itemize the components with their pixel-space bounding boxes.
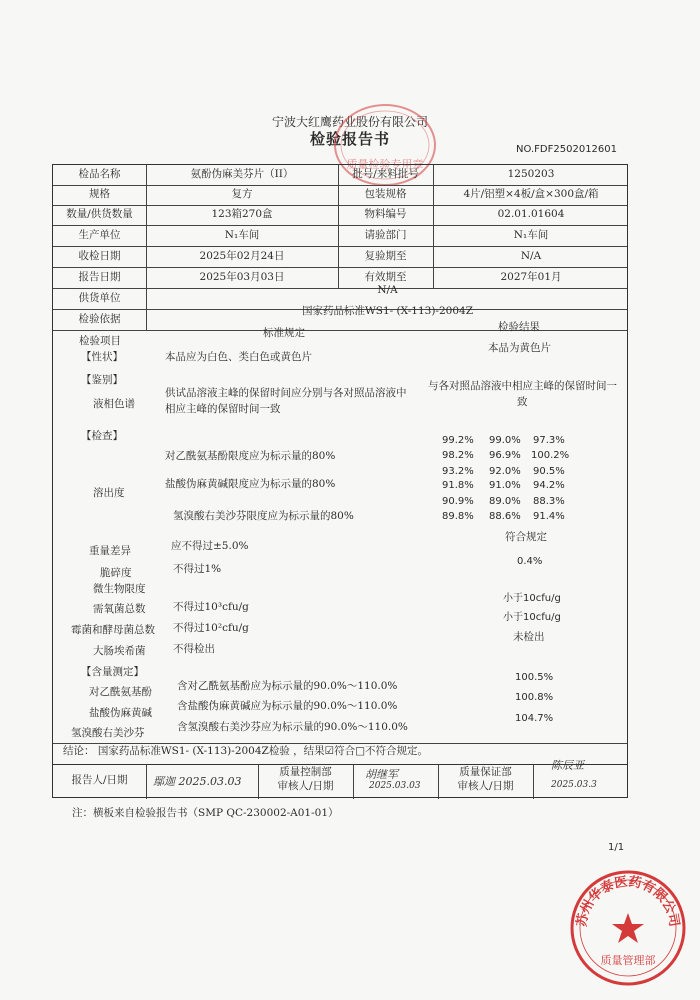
dissolution-std-dextromethorphan: 氢溴酸右美沙芬限度应为标示量的80% (173, 510, 354, 522)
appearance-result: 本品为黄色片 (488, 342, 551, 354)
company-name: 宁波大红鹰药业股份有限公司 (271, 115, 428, 129)
info-value-basis: 国家药品标准WS1- (X-113)-2004Z (302, 305, 473, 317)
mold-yeast-count-result: 小于10cfu/g (503, 612, 561, 623)
qa-label-line2: 审核人/日期 (457, 780, 514, 792)
reporter-signature: 鄢迦 2025.03.03 (153, 775, 242, 788)
red-stamp-company-text: 苏州华泰医药有限公司 (574, 874, 682, 928)
info-value-batch: 1250203 (507, 168, 555, 180)
dissolution-std-pseudoephedrine: 盐酸伪麻黄碱限度应为标示量的80% (165, 478, 336, 490)
dissolution-value: 92.0% (489, 466, 521, 477)
dissolution-value: 88.6% (489, 511, 521, 522)
info-value-request-dept: N₁车间 (513, 229, 549, 241)
microbial-limit-label: 微生物限度 (93, 583, 146, 595)
col-item-header: 检验项目 (79, 335, 121, 347)
lc-standard-line2: 相应主峰的保留时间一致 (165, 403, 281, 415)
dissolution-value: 90.9% (442, 496, 474, 507)
assay-label: 【含量测定】 (81, 666, 144, 678)
red-stamp-dept-text: 质量管理部 (600, 954, 656, 967)
info-label-basis: 检验依据 (78, 313, 121, 325)
col-result-header: 检验结果 (498, 321, 540, 333)
dissolution-value: 94.2% (533, 480, 565, 491)
ecoli-label: 大肠埃希菌 (93, 645, 146, 657)
qc-signature-date: 2025.03.03 (369, 781, 421, 791)
friability-result: 0.4% (517, 556, 543, 567)
info-label-quantity: 数量/供货数量 (66, 208, 133, 220)
lc-standard-line1: 供试品溶液主峰的保留时间应分别与各对照品溶液中 (165, 387, 407, 399)
info-label-supplier: 供货单位 (78, 292, 121, 304)
assay-pseudoephedrine-standard: 含盐酸伪麻黄碱应为标示量的90.0%～110.0% (177, 700, 398, 712)
aerobic-count-label: 需氧菌总数 (93, 603, 146, 615)
check-label: 【检查】 (81, 430, 123, 442)
info-value-supplier: N/A (377, 284, 398, 296)
dissolution-value: 97.3% (533, 435, 565, 446)
ecoli-standard: 不得检出 (173, 643, 215, 655)
info-label-material-code: 物料编号 (364, 208, 407, 220)
mold-yeast-count-label: 霉菌和酵母菌总数 (71, 624, 155, 636)
quality-stamp-text: 质量检验专用章 (346, 158, 424, 171)
info-label-request-dept: 请验部门 (364, 229, 407, 241)
dissolution-value: 100.2% (531, 450, 570, 461)
assay-pseudoephedrine-label: 盐酸伪麻黄碱 (89, 707, 152, 719)
qc-signature-name: 胡继军 (365, 768, 398, 781)
qc-label-line1: 质量控制部 (279, 766, 332, 778)
info-label-received-date: 收检日期 (78, 250, 121, 262)
aerobic-count-standard: 不得过10³cfu/g (173, 601, 249, 613)
assay-acetaminophen-standard: 含对乙酰氨基酚应为标示量的90.0%～110.0% (177, 680, 398, 692)
info-value-product: 氨酚伪麻美芬片（II） (190, 168, 294, 180)
reporter-label: 报告人/日期 (71, 774, 128, 786)
info-value-report-date: 2025年03月03日 (199, 271, 285, 283)
assay-dextromethorphan-label: 氢溴酸右美沙芬 (71, 727, 145, 739)
dissolution-value: 91.4% (533, 511, 565, 522)
mold-yeast-count-standard: 不得过10²cfu/g (173, 622, 249, 634)
lc-label: 液相色谱 (93, 398, 135, 410)
info-value-retest-date: N/A (520, 250, 542, 262)
info-value-received-date: 2025年02月24日 (199, 250, 285, 262)
info-label-batch: 批号/来料批号 (352, 168, 419, 180)
col-standard-header: 标准规定 (263, 327, 305, 339)
ecoli-result: 未检出 (513, 631, 545, 643)
company-red-stamp (568, 868, 688, 988)
info-label-product: 检品名称 (78, 168, 121, 180)
info-label-retest-date: 复验期至 (364, 250, 407, 262)
info-value-expiry-date: 2027年01月 (500, 271, 562, 283)
aerobic-count-result: 小于10cfu/g (503, 593, 561, 604)
info-label-expiry-date: 有效期至 (364, 271, 407, 283)
info-label-package: 包装规格 (364, 188, 407, 200)
dissolution-value: 90.5% (533, 466, 565, 477)
assay-acetaminophen-label: 对乙酰氨基酚 (89, 686, 152, 698)
info-value-quantity: 123箱270盒 (211, 208, 273, 220)
identification-label: 【鉴别】 (81, 374, 123, 386)
info-value-spec: 复方 (231, 188, 253, 200)
qa-signature-date: 2025.03.3 (551, 780, 597, 790)
appearance-label: 【性状】 (81, 351, 123, 363)
dissolution-value: 96.9% (489, 450, 521, 461)
weight-variation-label: 重量差异 (89, 545, 131, 557)
assay-pseudoephedrine-result: 100.8% (515, 692, 554, 703)
dissolution-value: 88.3% (533, 496, 565, 507)
footnote: 注：横板来自检验报告书（SMP QC-230002-A01-01） (72, 807, 339, 819)
dissolution-value: 99.2% (442, 435, 474, 446)
lc-result-line1: 与各对照品溶液中相应主峰的保留时间一 (428, 380, 617, 392)
dissolution-value: 91.0% (489, 480, 521, 491)
qa-label-line1: 质量保证部 (459, 766, 512, 778)
dissolution-value: 89.0% (489, 496, 521, 507)
info-value-package: 4片/铝塑×4板/盒×300盒/箱 (463, 188, 599, 200)
dissolution-label: 溶出度 (93, 487, 125, 499)
friability-label: 脆碎度 (100, 567, 132, 579)
qc-label-line2: 审核人/日期 (277, 780, 334, 792)
signature-table (52, 759, 628, 798)
weight-variation-standard: 应不得过±5.0% (171, 540, 249, 552)
appearance-standard: 本品应为白色、类白色或黄色片 (165, 351, 312, 363)
star-icon (612, 913, 644, 943)
dissolution-value: 99.0% (489, 435, 521, 446)
dissolution-std-acetaminophen: 对乙酰氨基酚限度应为标示量的80% (165, 450, 336, 462)
dissolution-value: 98.2% (442, 450, 474, 461)
lc-result-line2: 致 (517, 396, 528, 408)
assay-acetaminophen-result: 100.5% (515, 672, 554, 683)
inspection-report-table (52, 164, 628, 765)
info-value-material-code: 02.01.01604 (497, 208, 565, 220)
weight-variation-result: 符合规定 (505, 531, 547, 543)
friability-standard: 不得过1% (173, 563, 222, 575)
page-number: 1/1 (608, 842, 625, 853)
info-label-spec: 规格 (89, 188, 110, 200)
qa-signature-name: 陈辰亚 (551, 759, 584, 772)
report-title: 检验报告书 (309, 130, 390, 148)
assay-dextromethorphan-standard: 含氢溴酸右美沙芬应为标示量的90.0%～110.0% (177, 721, 408, 733)
conclusion-text: 结论： 国家药品标准WS1- (X-113)-2004Z检验 ，结果☑符合□不符合规定。 (63, 745, 429, 757)
info-label-producer: 生产单位 (78, 229, 121, 241)
info-value-producer: N₁车间 (224, 229, 260, 241)
document-number: NO.FDF2502012601 (516, 144, 617, 155)
dissolution-value: 93.2% (442, 466, 474, 477)
assay-dextromethorphan-result: 104.7% (515, 713, 554, 724)
info-label-report-date: 报告日期 (78, 271, 121, 283)
dissolution-value: 89.8% (442, 511, 474, 522)
dissolution-value: 91.8% (442, 480, 474, 491)
